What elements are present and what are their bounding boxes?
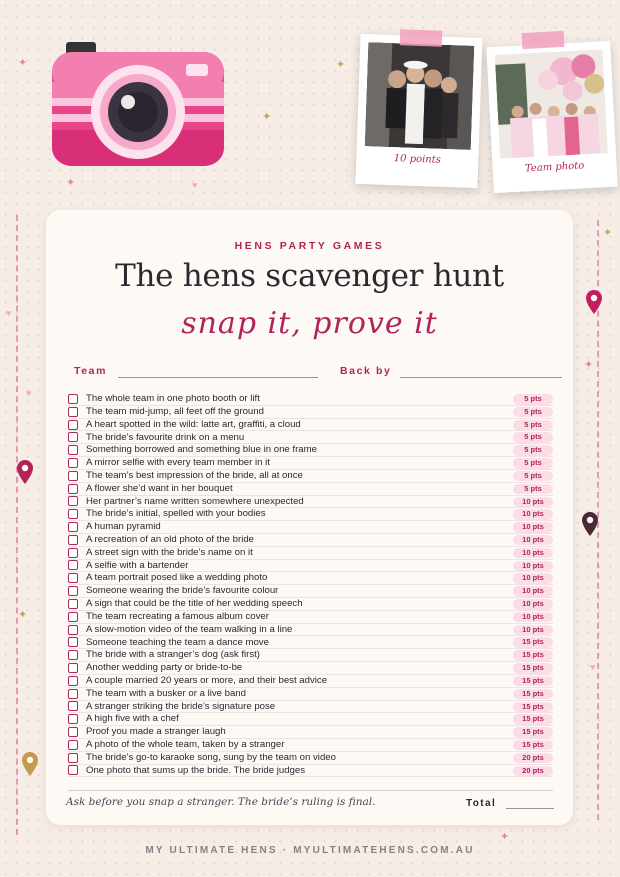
map-pin-icon <box>17 460 33 484</box>
item-text: A human pyramid <box>86 521 161 533</box>
checkbox[interactable] <box>68 650 78 660</box>
polaroid-photo-2 <box>486 41 617 193</box>
tape-strip <box>400 29 443 46</box>
points-badge: 15 pts <box>513 740 553 751</box>
scavenger-hunt-card <box>46 210 573 825</box>
points-badge: 15 pts <box>513 714 553 725</box>
group-photo-image <box>365 42 475 150</box>
item-text: The team with a busker or a live band <box>86 687 246 699</box>
points-badge: 10 pts <box>513 561 553 572</box>
list-item <box>68 457 553 470</box>
dashed-trail <box>16 215 18 835</box>
checkbox[interactable] <box>68 701 78 711</box>
points-badge: 5 pts <box>513 458 553 469</box>
item-text: A heart spotted in the wild: latte art, graffiti, a cloud <box>86 418 301 430</box>
checkbox[interactable] <box>68 535 78 545</box>
list-item <box>68 726 553 739</box>
checkbox[interactable] <box>68 496 78 506</box>
script-subtitle: snap it, prove it <box>181 306 438 341</box>
heart-icon: ♥ <box>6 308 12 318</box>
points-badge: 5 pts <box>513 420 553 431</box>
map-pin-icon <box>582 512 598 536</box>
polaroid-caption: 10 points <box>393 153 442 166</box>
checkbox[interactable] <box>68 573 78 583</box>
checkbox[interactable] <box>68 471 78 481</box>
list-item <box>68 739 553 752</box>
checkbox[interactable] <box>68 625 78 635</box>
item-text: A high five with a chef <box>86 713 179 725</box>
item-text: The bride’s initial, spelled with your bodies <box>86 508 266 520</box>
list-item <box>68 611 553 624</box>
page-title: The hens scavenger hunt <box>115 258 504 294</box>
points-badge: 15 pts <box>513 689 553 700</box>
sparkle-icon: ✦ <box>584 359 594 371</box>
sparkle-icon: ✦ <box>603 227 613 239</box>
list-item <box>68 483 553 496</box>
item-text: A recreation of an old photo of the bride <box>86 534 255 546</box>
checkbox[interactable] <box>68 753 78 763</box>
sparkle-icon: ✦ <box>500 831 510 843</box>
list-item <box>68 701 553 714</box>
points-badge: 10 pts <box>513 599 553 610</box>
polaroid-caption: Team photo <box>524 160 585 175</box>
item-text: Proof you made a stranger laugh <box>86 726 226 738</box>
sparkle-icon: ✦ <box>262 111 272 123</box>
list-item <box>68 598 553 611</box>
polaroid-photo-1 <box>355 34 482 188</box>
points-badge: 15 pts <box>513 637 553 648</box>
item-text: Another wedding party or bride-to-be <box>86 662 243 674</box>
item-text: A flower she’d want in her bouquet <box>86 482 233 494</box>
checkbox[interactable] <box>68 394 78 404</box>
checkbox[interactable] <box>68 522 78 532</box>
total-label: Total <box>466 798 497 809</box>
points-badge: 10 pts <box>513 625 553 636</box>
item-text: A sign that could be the title of her wedding speech <box>86 598 303 610</box>
footer-note: Ask before you snap a stranger. The bride’s ruling is final. <box>66 796 376 808</box>
list-item <box>68 624 553 637</box>
item-text: The whole team in one photo booth or lift <box>86 393 260 405</box>
list-item <box>68 547 553 560</box>
points-badge: 15 pts <box>513 650 553 661</box>
checkbox[interactable] <box>68 420 78 430</box>
checkbox[interactable] <box>68 765 78 775</box>
points-badge: 15 pts <box>513 676 553 687</box>
team-label: Team <box>74 365 108 377</box>
item-text: A slow-motion video of the team walking in a line <box>86 623 293 635</box>
heart-icon: ♥ <box>26 388 32 398</box>
checkbox[interactable] <box>68 548 78 558</box>
points-badge: 5 pts <box>513 432 553 443</box>
item-text: The team’s best impression of the bride, all at once <box>86 469 303 481</box>
list-item <box>68 688 553 701</box>
party-photo-image <box>495 49 608 159</box>
item-text: The bride’s go-to karaoke song, sung by the team on video <box>86 751 336 763</box>
list-item <box>68 713 553 726</box>
checkbox[interactable] <box>68 407 78 417</box>
points-badge: 10 pts <box>513 497 553 508</box>
list-item <box>68 444 553 457</box>
points-badge: 5 pts <box>513 407 553 418</box>
points-badge: 10 pts <box>513 586 553 597</box>
item-text: One photo that sums up the bride. The bride judges <box>86 764 306 776</box>
checkbox[interactable] <box>68 432 78 442</box>
points-badge: 5 pts <box>513 445 553 456</box>
list-item <box>68 675 553 688</box>
list-item <box>68 508 553 521</box>
team-back-by-row <box>74 365 553 381</box>
list-item <box>68 419 553 432</box>
divider <box>68 790 553 791</box>
item-text: A stranger striking the bride’s signature pose <box>86 700 276 712</box>
item-text: Someone teaching the team a dance move <box>86 636 269 648</box>
points-badge: 5 pts <box>513 394 553 405</box>
item-text: A street sign with the bride’s name on it <box>86 546 253 558</box>
points-badge: 20 pts <box>513 766 553 777</box>
item-text: Her partner’s name written somewhere unexpected <box>86 495 304 507</box>
heart-icon: ♥ <box>192 180 198 190</box>
points-badge: 10 pts <box>513 509 553 520</box>
map-pin-icon <box>586 290 602 314</box>
checkbox[interactable] <box>68 676 78 686</box>
item-text: A team portrait posed like a wedding photo <box>86 572 268 584</box>
list-item <box>68 765 553 778</box>
checkbox[interactable] <box>68 727 78 737</box>
points-badge: 5 pts <box>513 471 553 482</box>
list-item <box>68 521 553 534</box>
points-badge: 10 pts <box>513 535 553 546</box>
list-item <box>68 662 553 675</box>
item-text: A photo of the whole team, taken by a stranger <box>86 739 285 751</box>
list-item <box>68 496 553 509</box>
back-by-label: Back by <box>340 365 392 377</box>
checkbox[interactable] <box>68 714 78 724</box>
checkbox[interactable] <box>68 509 78 519</box>
sparkle-icon: ✦ <box>18 57 28 69</box>
points-badge: 10 pts <box>513 573 553 584</box>
checkbox[interactable] <box>68 586 78 596</box>
points-badge: 10 pts <box>513 548 553 559</box>
item-text: A couple married 20 years or more, and their best advice <box>86 674 328 686</box>
item-text: The bride’s favourite drink on a menu <box>86 431 245 443</box>
checkbox[interactable] <box>68 689 78 699</box>
checkbox[interactable] <box>68 637 78 647</box>
checkbox[interactable] <box>68 458 78 468</box>
item-text: The team recreating a famous album cover <box>86 610 269 622</box>
checkbox[interactable] <box>68 445 78 455</box>
checkbox[interactable] <box>68 484 78 494</box>
map-pin-icon <box>22 752 38 776</box>
team-field-line[interactable] <box>118 377 318 378</box>
challenge-list <box>68 393 553 777</box>
points-badge: 20 pts <box>513 753 553 764</box>
list-item <box>68 572 553 585</box>
item-text: The bride with a stranger’s dog (ask first) <box>86 649 261 661</box>
sparkle-icon: ✦ <box>66 177 76 189</box>
list-item <box>68 406 553 419</box>
item-text: Someone wearing the bride’s favourite colour <box>86 585 279 597</box>
item-text: Something borrowed and something blue in one frame <box>86 444 317 456</box>
list-item <box>68 431 553 444</box>
sparkle-icon: ✦ <box>336 59 346 71</box>
item-text: A selfie with a bartender <box>86 559 189 571</box>
list-item <box>68 393 553 406</box>
list-item <box>68 649 553 662</box>
list-item <box>68 585 553 598</box>
points-badge: 10 pts <box>513 522 553 533</box>
checkbox[interactable] <box>68 740 78 750</box>
list-item <box>68 752 553 765</box>
checkbox[interactable] <box>68 560 78 570</box>
list-item <box>68 470 553 483</box>
points-badge: 10 pts <box>513 612 553 623</box>
item-text: A mirror selfie with every team member in it <box>86 457 270 469</box>
checkbox[interactable] <box>68 599 78 609</box>
item-text: The team mid-jump, all feet off the ground <box>86 405 264 417</box>
back-by-field-line[interactable] <box>400 377 562 378</box>
list-item <box>68 534 553 547</box>
camera-icon <box>52 42 228 168</box>
points-badge: 15 pts <box>513 727 553 738</box>
sparkle-icon: ✦ <box>18 609 28 621</box>
eyebrow-label: HENS PARTY GAMES <box>234 240 385 252</box>
heart-icon: ♥ <box>590 662 596 672</box>
total-field-line[interactable] <box>506 808 554 809</box>
tape-strip <box>522 31 565 49</box>
checkbox[interactable] <box>68 612 78 622</box>
list-item <box>68 560 553 573</box>
checkbox[interactable] <box>68 663 78 673</box>
points-badge: 15 pts <box>513 663 553 674</box>
site-footer: MY ULTIMATE HENS · MYULTIMATEHENS.COM.AU <box>145 845 475 856</box>
list-item <box>68 636 553 649</box>
points-badge: 5 pts <box>513 484 553 495</box>
points-badge: 15 pts <box>513 702 553 713</box>
